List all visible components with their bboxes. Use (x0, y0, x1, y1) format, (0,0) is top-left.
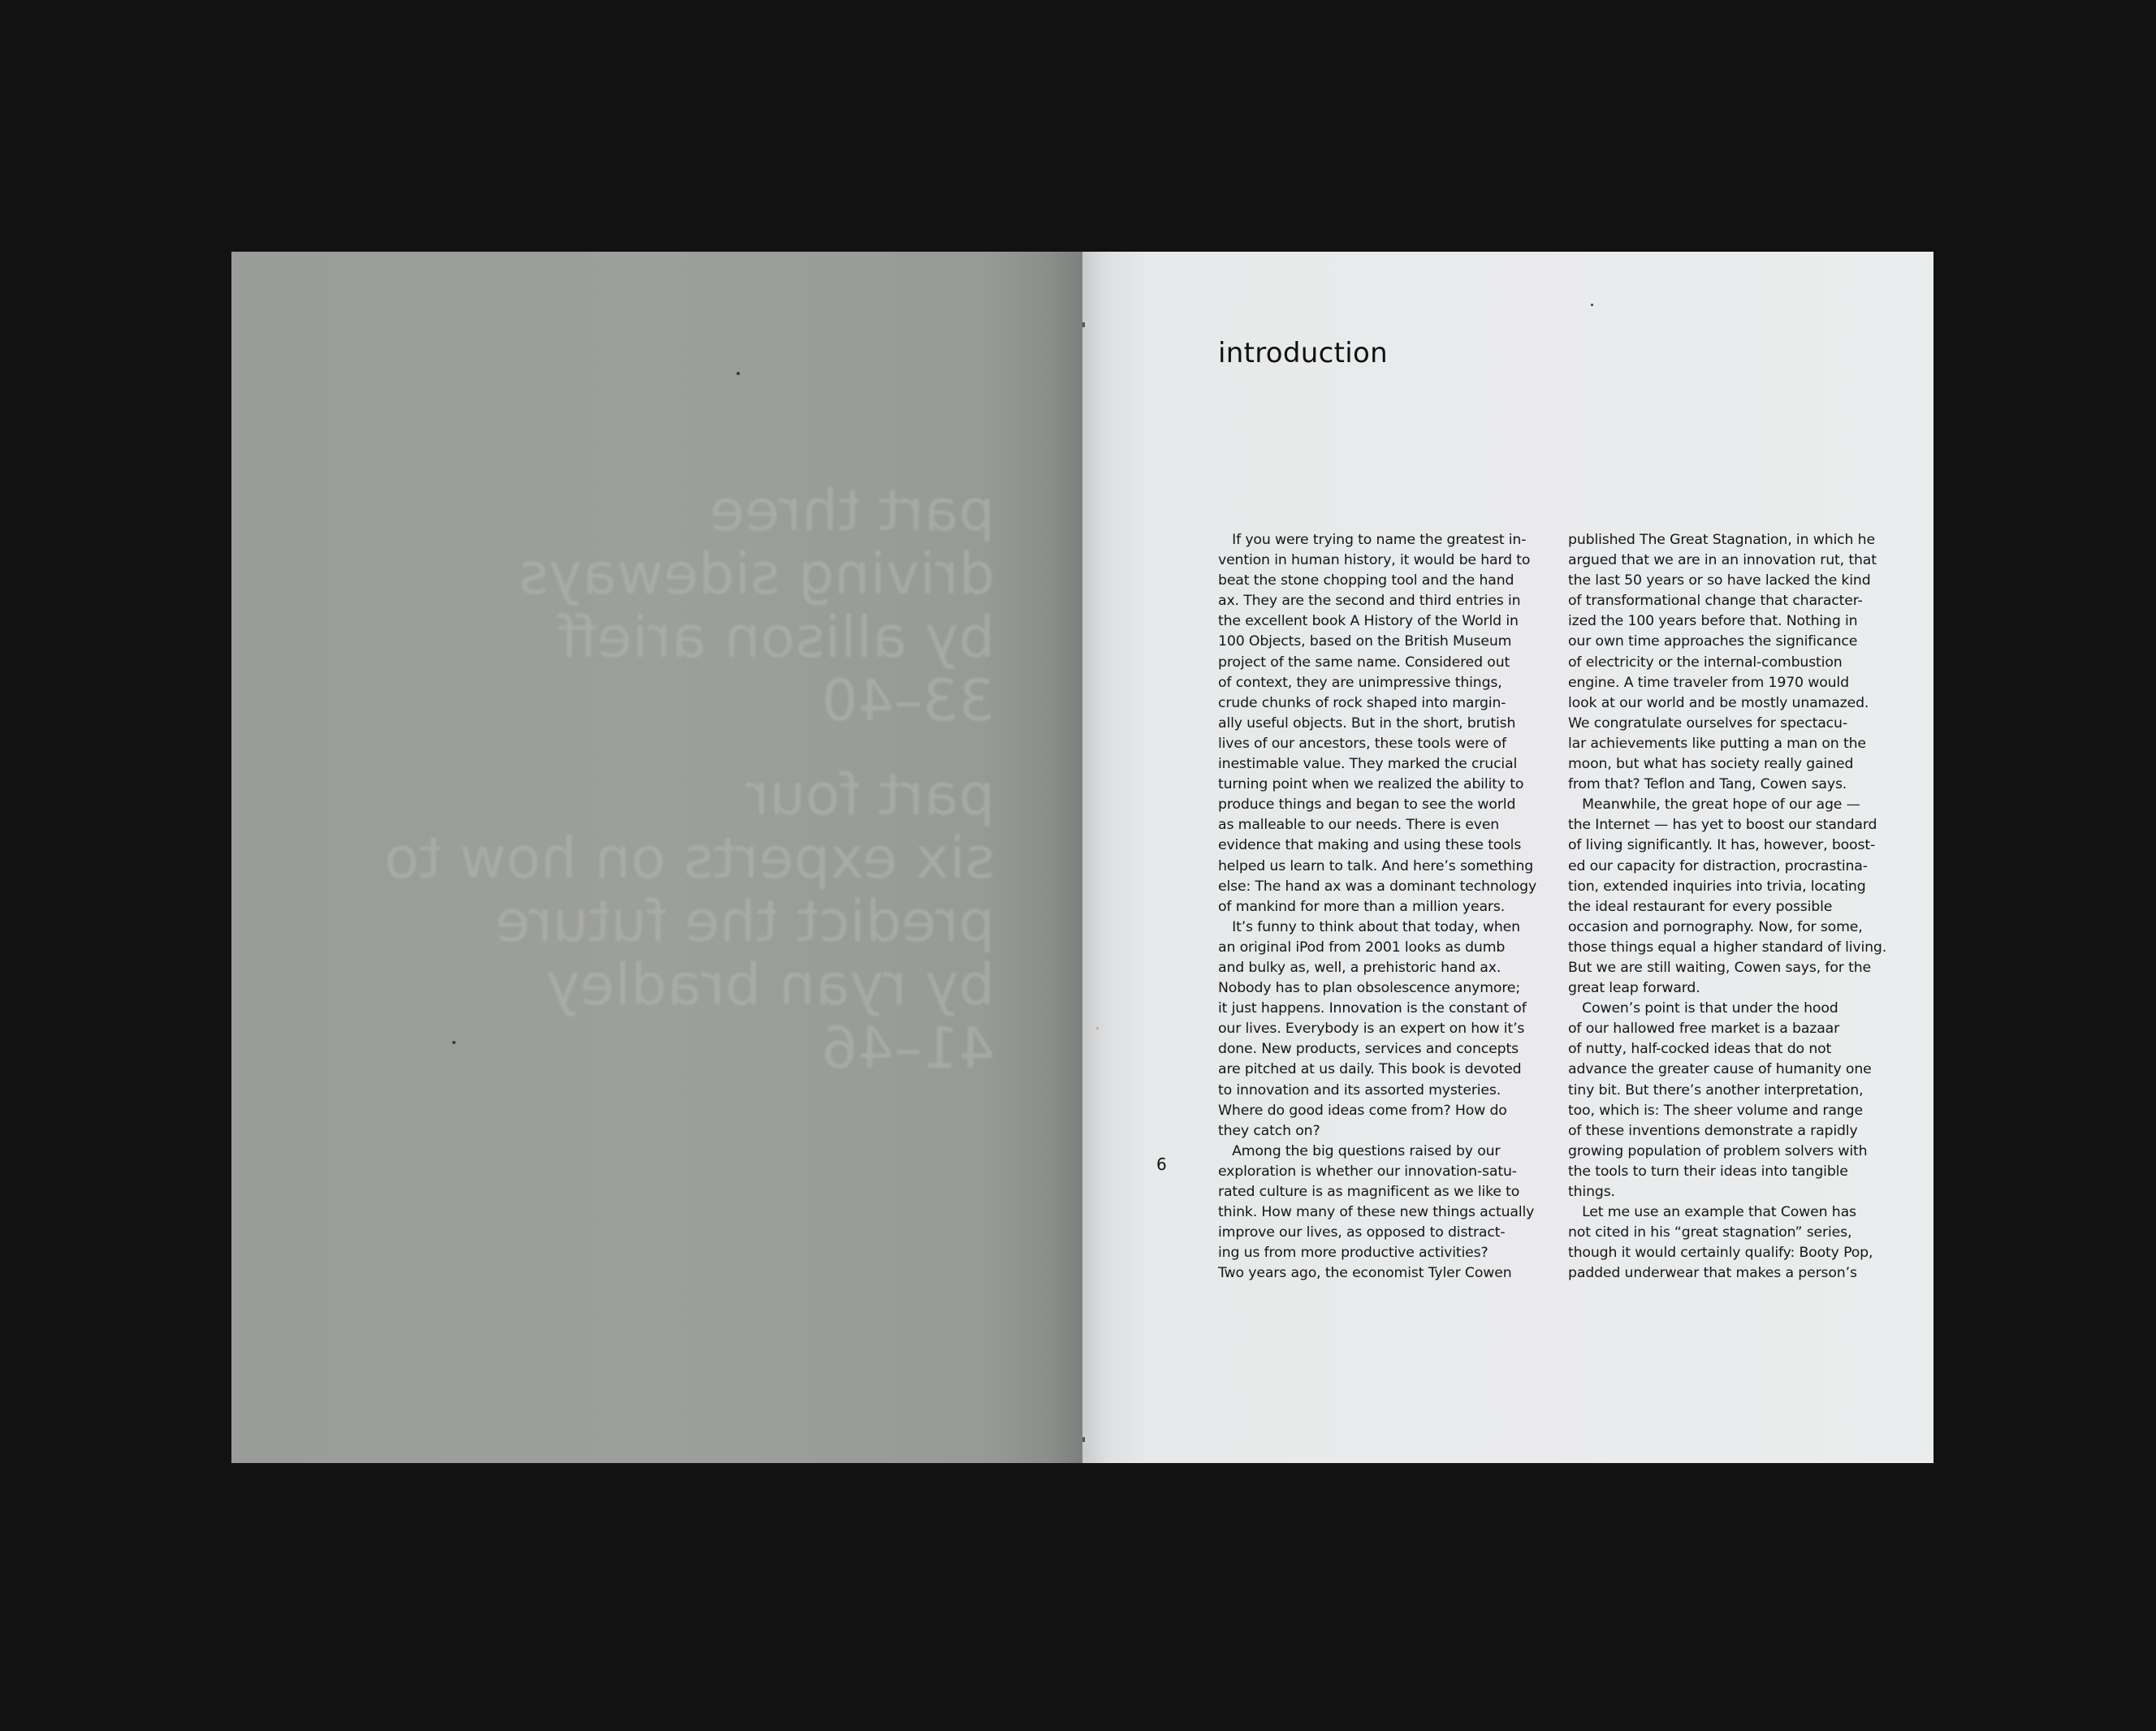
show-through-line: by ryan bradley (546, 952, 995, 1018)
text-line: inestimable value. They marked the crucial (1218, 756, 1518, 773)
page-number: 6 (1156, 1155, 1167, 1174)
text-line: things. (1568, 1184, 1615, 1200)
body-text-column-1 (1218, 530, 1543, 1284)
text-line: padded underwear that makes a person’s (1568, 1265, 1857, 1282)
text-line: growing population of problem solvers with (1568, 1142, 1868, 1159)
text-line: of electricity or the internal-combustion (1568, 654, 1843, 671)
text-line: Two years ago, the economist Tyler Cowen (1218, 1265, 1512, 1282)
text-line: our lives. Everybody is an expert on how it’s (1218, 1021, 1525, 1038)
dust-speck (452, 1041, 456, 1044)
text-line: as malleable to our needs. There is even (1218, 817, 1500, 834)
text-line: It’s funny to think about that today, when (1218, 918, 1520, 935)
text-line: ed our capacity for distraction, procrastina- (1568, 857, 1868, 874)
left-page (231, 252, 1082, 1463)
text-line: moon, but what has society really gained (1568, 756, 1854, 773)
text-line: to innovation and its assorted mysteries. (1218, 1081, 1501, 1099)
text-line: evidence that making and using these tools (1218, 837, 1522, 854)
binding-stitch (1082, 1437, 1085, 1442)
text-line: But we are still waiting, Cowen says, for the (1568, 959, 1871, 976)
text-line: ing us from more productive activities? (1218, 1245, 1488, 1262)
text-line: look at our world and be mostly unamazed. (1568, 694, 1869, 711)
text-line: ally useful objects. But in the short, brutish (1218, 714, 1516, 732)
show-through-line: six experts on how to (384, 825, 995, 891)
text-line: else: The hand ax was a dominant technology (1218, 878, 1537, 895)
text-line: Cowen’s point is that under the hood (1568, 1000, 1838, 1017)
text-line: crude chunks of rock shaped into margin- (1218, 694, 1506, 711)
text-line: an original iPod from 2001 looks as dumb (1218, 939, 1506, 956)
text-line: done. New products, services and concepts (1218, 1041, 1519, 1058)
text-line: helped us learn to talk. And here’s something (1218, 857, 1534, 874)
text-line: project of the same name. Considered out (1218, 654, 1510, 671)
text-line: Among the big questions raised by our (1218, 1142, 1501, 1159)
show-through-text (231, 252, 1082, 1463)
text-line: vention in human history, it would be hard to (1218, 552, 1531, 569)
text-line: turning point when we realized the ability to (1218, 776, 1524, 793)
text-line: those things equal a higher standard of living. (1568, 939, 1887, 956)
show-through-line: 41–46 (821, 1015, 995, 1081)
text-line: rated culture is as magnificent as we like to (1218, 1184, 1520, 1200)
dust-speck (1096, 1027, 1099, 1030)
text-line: exploration is whether our innovation-satu- (1218, 1163, 1517, 1180)
binding-stitch (1082, 322, 1085, 327)
body-text-column-2 (1568, 530, 1893, 1284)
text-line: engine. A time traveler from 1970 would (1568, 674, 1849, 691)
text-line: If you were trying to name the greatest in- (1218, 532, 1527, 548)
text-line: it just happens. Innovation is the constant of (1218, 1000, 1527, 1017)
text-line: of transformational change that character- (1568, 593, 1863, 610)
text-line: argued that we are in an innovation rut, that (1568, 552, 1877, 569)
show-through-line: by allison arieff (558, 604, 995, 671)
text-line: of living significantly. It has, however, boost- (1568, 837, 1876, 854)
text-line: though it would certainly qualify: Booty Pop, (1568, 1245, 1873, 1262)
text-line: ized the 100 years before that. Nothing in (1568, 613, 1858, 630)
text-line: not cited in his “great stagnation” series, (1568, 1224, 1852, 1241)
text-line: of our hallowed free market is a bazaar (1568, 1021, 1840, 1038)
text-line: Where do good ideas come from? How do (1218, 1102, 1507, 1119)
text-line: improve our lives, as opposed to distract- (1218, 1224, 1506, 1241)
text-line: are pitched at us daily. This book is devoted (1218, 1061, 1522, 1078)
text-line: Let me use an example that Cowen has (1568, 1204, 1856, 1221)
text-line: of context, they are unimpressive things, (1218, 674, 1502, 691)
text-line: Nobody has to plan obsolescence anymore; (1218, 980, 1521, 997)
text-line: the Internet — has yet to boost our standard (1568, 817, 1877, 834)
text-line: from that? Teflon and Tang, Cowen says. (1568, 776, 1847, 793)
text-line: occasion and pornography. Now, for some, (1568, 918, 1863, 935)
show-through-line: part three (710, 477, 995, 544)
text-line: think. How many of these new things actually (1218, 1204, 1535, 1221)
text-line: published The Great Stagnation, in which he (1568, 532, 1875, 548)
text-line: lar achievements like putting a man on the (1568, 735, 1866, 752)
text-line: ax. They are the second and third entries in (1218, 593, 1521, 610)
dust-speck (1591, 304, 1593, 306)
text-line: the excellent book A History of the World in (1218, 613, 1519, 630)
text-line: too, which is: The sheer volume and range (1568, 1102, 1863, 1119)
text-line: of these inventions demonstrate a rapidly (1568, 1122, 1858, 1139)
show-through-line: predict the future (495, 888, 995, 955)
text-line: great leap forward. (1568, 980, 1700, 997)
show-through-line: part four (745, 762, 995, 828)
dust-speck (737, 372, 740, 375)
text-line: We congratulate ourselves for spectacu- (1568, 714, 1847, 732)
page-title: introduction (1218, 337, 1388, 369)
text-line: of nutty, half-cocked ideas that do not (1568, 1041, 1832, 1058)
text-line: produce things and began to see the world (1218, 796, 1516, 814)
text-line: advance the greater cause of humanity one (1568, 1061, 1872, 1078)
text-line: they catch on? (1218, 1122, 1320, 1139)
show-through-line: driving sideways (518, 541, 995, 607)
text-line: tion, extended inquiries into trivia, locating (1568, 878, 1866, 895)
text-line: Meanwhile, the great hope of our age — (1568, 796, 1860, 814)
text-line: the last 50 years or so have lacked the kind (1568, 572, 1871, 589)
text-line: 100 Objects, based on the British Museum (1218, 633, 1512, 650)
text-line: beat the stone chopping tool and the hand (1218, 572, 1514, 589)
text-line: the ideal restaurant for every possible (1568, 898, 1833, 915)
text-line: lives of our ancestors, these tools were of (1218, 735, 1506, 752)
show-through-line: 33–40 (821, 667, 995, 734)
text-line: tiny bit. But there’s another interpretation, (1568, 1081, 1864, 1099)
text-line: and bulky as, well, a prehistoric hand ax. (1218, 959, 1501, 976)
text-line: of mankind for more than a million years. (1218, 898, 1506, 915)
text-line: the tools to turn their ideas into tangible (1568, 1163, 1848, 1180)
text-line: our own time approaches the significance (1568, 633, 1858, 650)
